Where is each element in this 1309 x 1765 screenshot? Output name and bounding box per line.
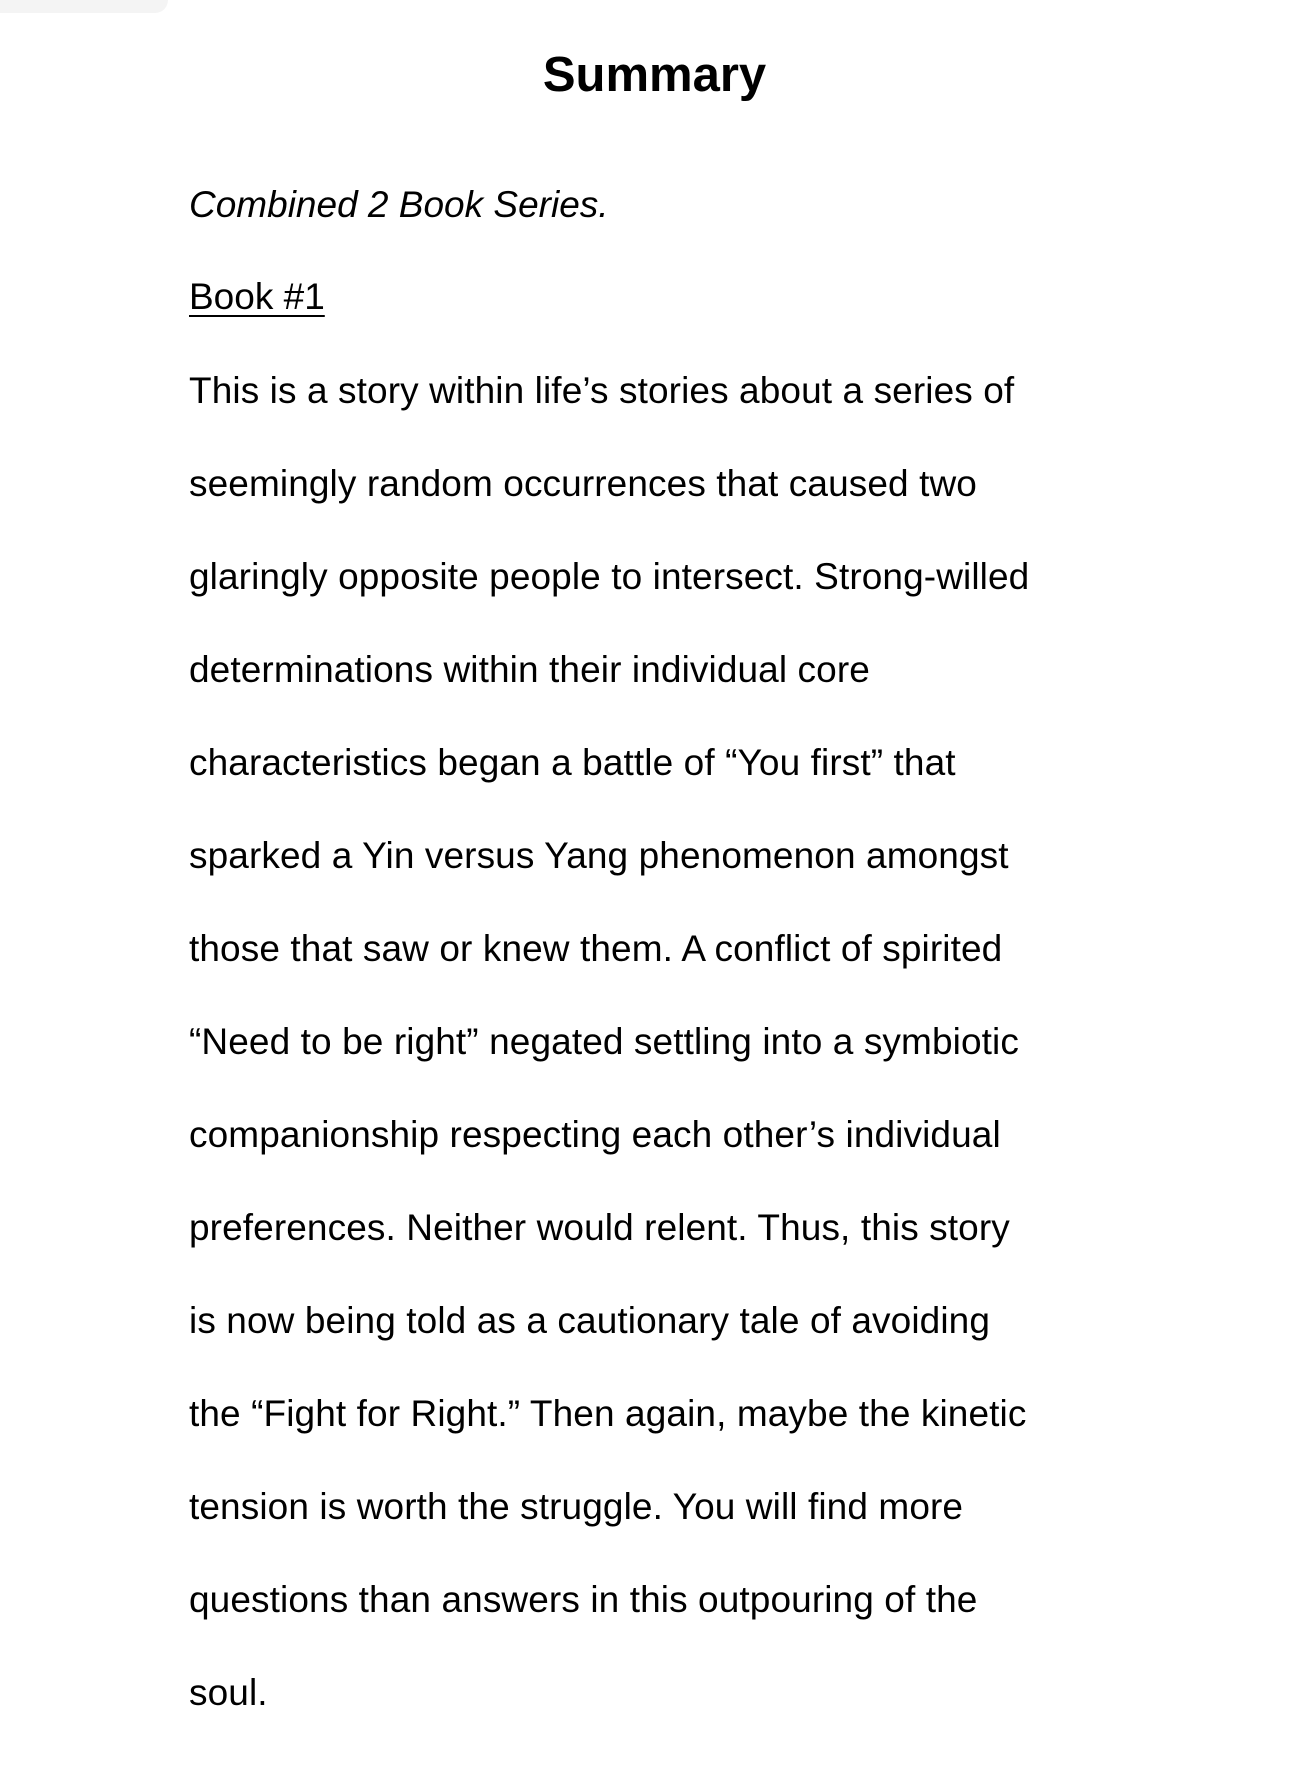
body-line: “Need to be right” negated settling into a symbiotic bbox=[189, 1021, 1019, 1062]
body-line: sparked a Yin versus Yang phenomenon amongst bbox=[189, 835, 1009, 876]
body-line: questions than answers in this outpouring of the bbox=[189, 1579, 978, 1620]
body-line: preferences. Neither would relent. Thus, this story bbox=[189, 1207, 1010, 1248]
series-subtitle: Combined 2 Book Series. bbox=[189, 184, 609, 225]
body-line: companionship respecting each other’s individual bbox=[189, 1114, 1001, 1155]
body-line: glaringly opposite people to intersect. Strong-willed bbox=[189, 556, 1030, 597]
summary-body bbox=[189, 363, 1029, 1758]
body-line: soul. bbox=[189, 1672, 268, 1713]
page-title: Summary bbox=[542, 48, 767, 102]
body-line: is now being told as a cautionary tale of avoiding bbox=[189, 1300, 991, 1341]
book-heading: Book #1 bbox=[189, 276, 325, 317]
body-line: characteristics began a battle of “You first” that bbox=[189, 742, 956, 783]
body-line: seemingly random occurrences that caused two bbox=[189, 463, 977, 504]
body-line: the “Fight for Right.” Then again, maybe the kinetic bbox=[189, 1393, 1027, 1434]
body-line: This is a story within life’s stories about a series of bbox=[189, 370, 1015, 411]
body-line: tension is worth the struggle. You will find more bbox=[189, 1486, 964, 1527]
body-line: determinations within their individual core bbox=[189, 649, 870, 690]
body-line: those that saw or knew them. A conflict of spirited bbox=[189, 928, 1003, 969]
